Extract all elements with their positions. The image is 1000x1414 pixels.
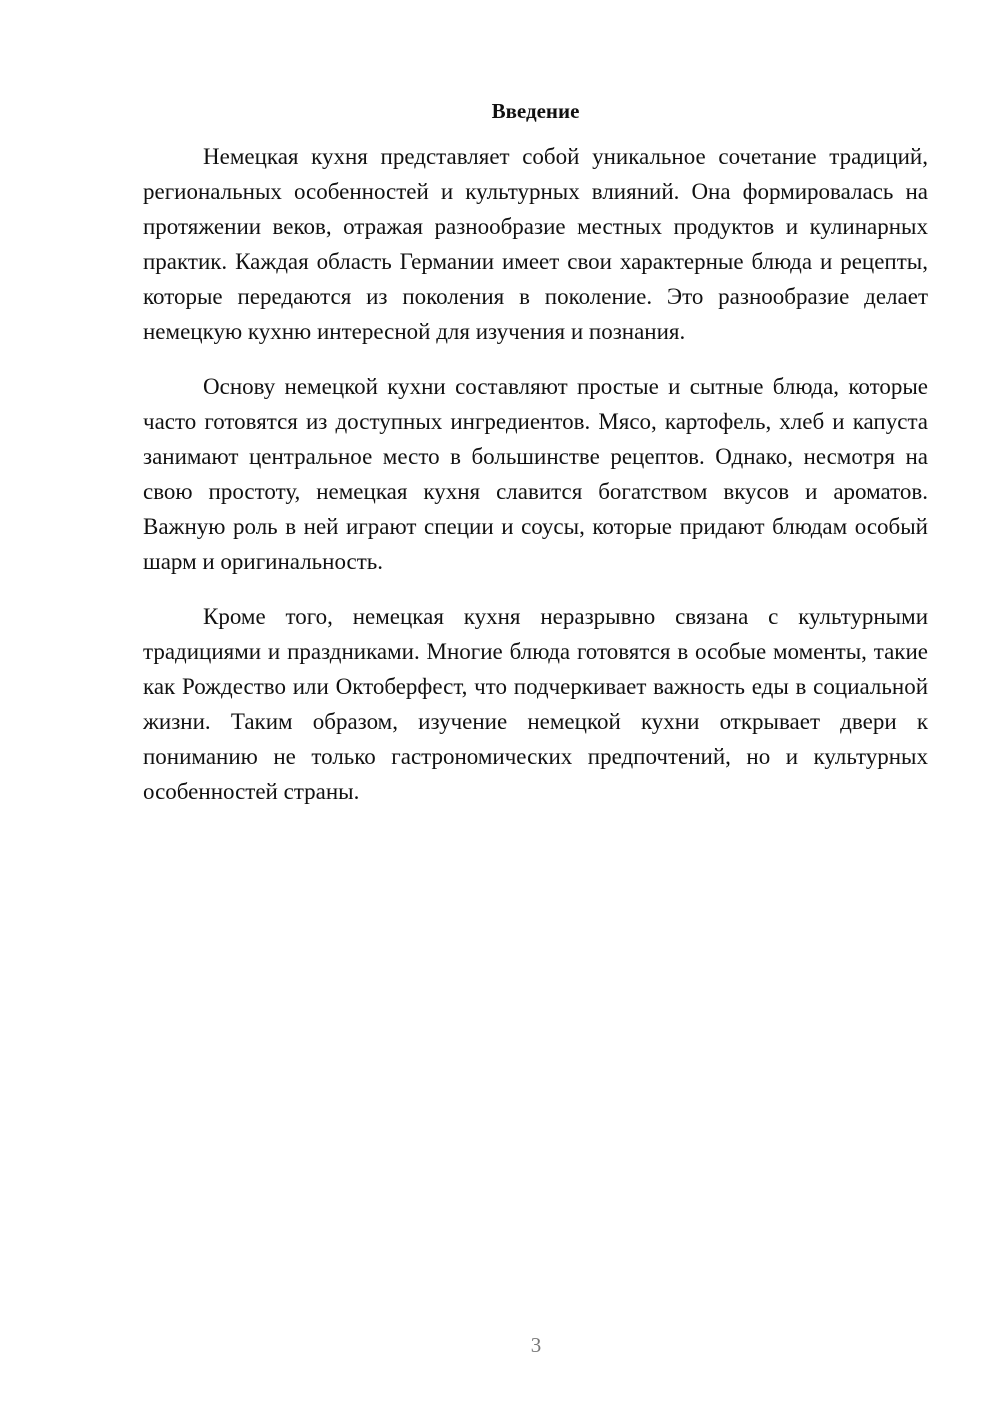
page-content — [143, 96, 928, 829]
section-title: Введение — [491, 99, 580, 123]
paragraph-3: Кроме того, немецкая кухня неразрывно связана с культурными традициями и праздниками. Многие блюда готовятся в особые моменты, такие как Рождество или Октоберфест, что подчеркивает важность еды в социальной жизни. Таким образом, изучение немецкой кухни открывает двери к пониманию не только гастрономических предпочтений, но и культурных особенностей страны. — [143, 604, 928, 804]
paragraph-1: Немецкая кухня представляет собой уникальное сочетание традиций, региональных особенностей и культурных влияний. Она формировалась на протяжении веков, отражая разнообразие местных продуктов и кулинарных практик. Каждая область Германии имеет свои характерные блюда и рецепты, которые передаются из поколения в поколение. Это разнообразие делает немецкую кухню интересной для изучения и познания. — [143, 144, 928, 344]
paragraph-2: Основу немецкой кухни составляют простые и сытные блюда, которые часто готовятся из доступных ингредиентов. Мясо, картофель, хлеб и капуста занимают центральное место в большинстве рецептов. Однако, несмотря на свою простоту, немецкая кухня славится богатством вкусов и ароматов. Важную роль в ней играют специи и соусы, которые придают блюдам особый шарм и оригинальность. — [143, 374, 928, 574]
page-number: 3 — [530, 1333, 542, 1357]
